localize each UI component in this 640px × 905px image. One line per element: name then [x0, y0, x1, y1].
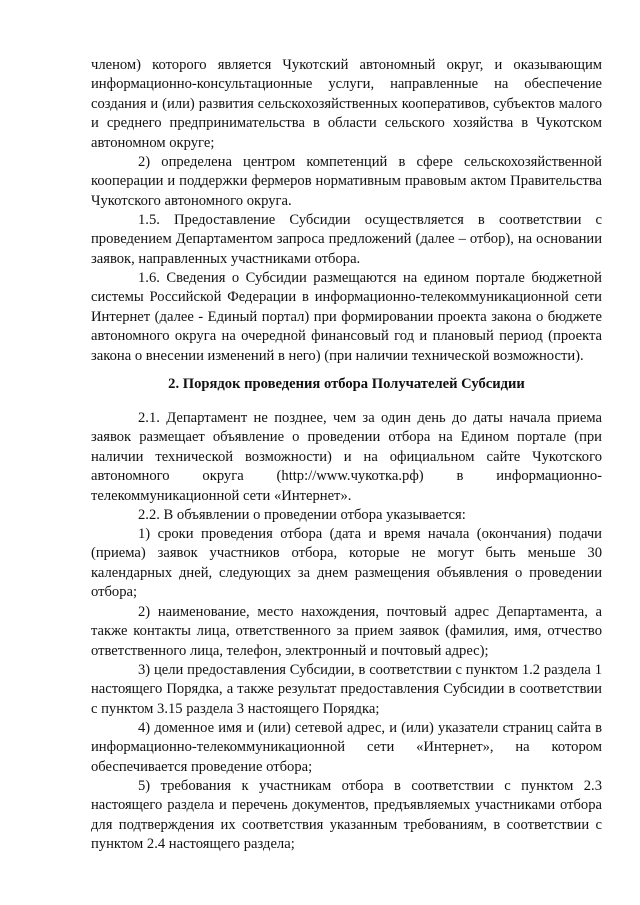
- list-item-5-requirements: 5) требования к участникам отбора в соответствии с пунктом 2.3 настоящего раздела и перечень документов, предъявляемых участниками отбора для подтверждения их соответствия указанным требованиям, в соответствии с пунктом 2.4 настоящего раздела;: [91, 778, 602, 853]
- list-item-1-terms: 1) сроки проведения отбора (дата и время начала (окончания) подачи (приема) заявок участников отбора, которые не могут быть меньше 30 календарных дней, следующих за днем размещения объявления о проведении отбора;: [91, 526, 602, 601]
- list-item-4-domain: 4) доменное имя и (или) сетевой адрес, и (или) указатели страниц сайта в информационно-телекоммуникационной сети «Интернет», на котором обеспечивается проведение отбора;: [91, 720, 602, 775]
- paragraph-cont-members: членом) которого является Чукотский автономный округ, и оказывающим информационно-консультационные услуги, направленные на обеспечение создания и (или) развития сельскохозяйственных кооперативов, субъектов малого и среднего предпринимательства в области сельского хозяйства в Чукотском автономном округе;: [91, 57, 602, 151]
- paragraph-1-6: 1.6. Сведения о Субсидии размещаются на едином портале бюджетной системы Российской Федерации в информационно-телекоммуникационной сети Интернет (далее - Единый портал) при формировании проекта закона о бюджете автономного округа на очередной финансовый год и плановый период (проекта закона о внесении изменений в него) (при наличии технической возможности).: [91, 270, 602, 364]
- section-2-heading: 2. Порядок проведения отбора Получателей Субсидии: [168, 376, 525, 392]
- paragraph-item-2-competence: 2) определена центром компетенций в сфере сельскохозяйственной кооперации и поддержки фермеров нормативным правовым актом Правительства Чукотского автономного округа.: [91, 154, 602, 209]
- list-item-3-goals: 3) цели предоставления Субсидии, в соответствии с пунктом 1.2 раздела 1 настоящего Порядка, а также результат предоставления Субсидии в соответствии с пунктом 3.15 раздела 3 настоящего Порядка;: [91, 662, 602, 717]
- list-item-2-name-address: 2) наименование, место нахождения, почтовый адрес Департамента, а также контакты лица, ответственного за прием заявок (фамилия, имя, отчество ответственного лица, телефон, электронный и почтовый адрес);: [91, 604, 602, 659]
- paragraph-1-5: 1.5. Предоставление Субсидии осуществляется в соответствии с проведением Департаментом запроса предложений (далее – отбор), на основании заявок, направленных участниками отбора.: [91, 212, 602, 267]
- paragraph-2-1: 2.1. Департамент не позднее, чем за один день до даты начала приема заявок размещает объявление о проведении отбора на Едином портале (при наличии технической возможности) и на официальном сайте Чукотского автономного округа (http://www.чукотка.рф) в информационно-телекоммуникационной сети «Интернет».: [91, 410, 602, 504]
- paragraph-2-2: 2.2. В объявлении о проведении отбора указывается:: [138, 507, 466, 523]
